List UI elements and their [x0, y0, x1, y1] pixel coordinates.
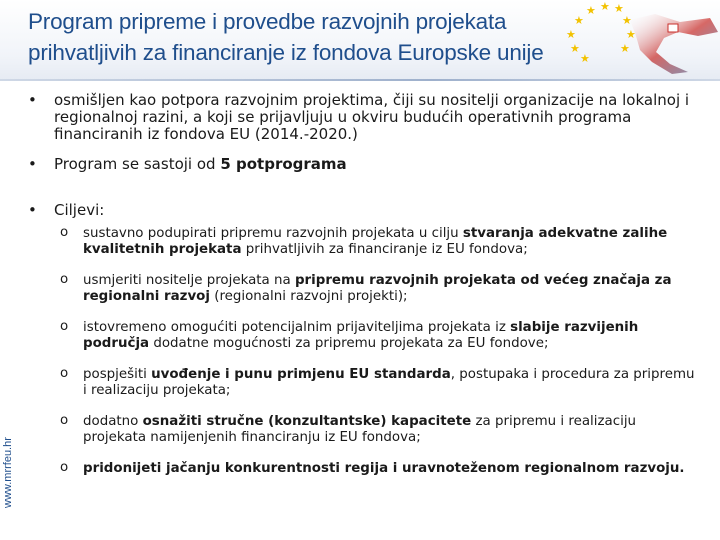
- goal-bold: pripremu razvojnih projekata od većeg značaja za regionalni razvoj: [83, 273, 672, 304]
- sub-marker: o: [60, 413, 69, 428]
- goal-item: [60, 320, 696, 367]
- goal-item: [60, 226, 696, 273]
- goal-text: prihvatljivih za financiranje iz EU fondova;: [241, 241, 528, 257]
- bullet-subprograms: [28, 156, 694, 173]
- svg-text:★: ★: [614, 2, 624, 15]
- goal-text: pospješiti: [83, 367, 152, 382]
- goal-bold: pridonijeti jačanju konkurentnosti regija i uravnoteženom regionalnom razvoju.: [83, 461, 685, 476]
- bullet-goals-text: Ciljevi:: [54, 201, 105, 219]
- goal-item: [60, 414, 696, 461]
- goal-text: za pripremu i realizaciju projekata namijenjenih financiranju iz EU fondova;: [83, 414, 637, 445]
- goal-text: usmjeriti nositelje projekata na: [83, 273, 295, 288]
- bullet-marker: •: [28, 91, 37, 109]
- goal-bold: slabije razvijenih područja: [83, 320, 639, 351]
- svg-text:★: ★: [600, 2, 610, 13]
- title-line-2: prihvatljivih za financiranje iz fondova Europske unije: [28, 40, 544, 65]
- sub-marker: o: [60, 460, 69, 475]
- goal-text: sustavno podupirati pripremu razvojnih projekata u cilju: [83, 226, 463, 241]
- sub-marker: o: [60, 225, 69, 240]
- bullet-subprograms-bold: 5 potprograma: [220, 155, 347, 173]
- goal-item: [60, 273, 696, 320]
- sub-marker: o: [60, 319, 69, 334]
- bullet-marker: •: [28, 201, 37, 219]
- svg-text:★: ★: [566, 28, 576, 41]
- goal-text: dodatno: [83, 414, 143, 429]
- goal-item: [60, 461, 696, 481]
- bullet-marker: •: [28, 155, 37, 173]
- svg-text:★: ★: [586, 4, 596, 17]
- page-title: [28, 6, 638, 68]
- goal-text: dodatne mogućnosti za pripremu projekata za EU fondove;: [149, 335, 549, 351]
- sub-marker: o: [60, 272, 69, 287]
- goal-text: (regionalni razvojni projekti);: [209, 288, 408, 304]
- goal-item: [60, 367, 696, 414]
- bullet-subprograms-text: Program se sastoji od: [54, 155, 221, 173]
- goal-text: , postupaka i procedura za pripremu i realizaciju projekata;: [83, 367, 695, 398]
- svg-text:★: ★: [574, 14, 584, 27]
- svg-text:★: ★: [570, 42, 580, 55]
- goals-list: [60, 226, 696, 481]
- bullet-purpose: [28, 92, 694, 143]
- goal-text: istovremeno omogućiti potencijalnim prijaviteljima projekata iz: [83, 320, 511, 335]
- svg-text:★: ★: [620, 42, 630, 55]
- sub-marker: o: [60, 366, 69, 381]
- svg-text:★: ★: [626, 28, 636, 41]
- bullet-goals: [28, 202, 694, 219]
- bullet-purpose-text: osmišljen kao potpora razvojnim projektima, čiji su nositelji organizacije na lokalnoj i regionalnoj razini, a koji se prijavljuju u okviru budućih operativnih programa financiranih iz fondova EU (2014.-2020.): [54, 91, 690, 143]
- goal-bold: stvaranja adekvatne zalihe kvalitetnih projekata: [83, 226, 668, 257]
- croatia-eu-stars-map-icon: [560, 2, 720, 76]
- goal-bold: uvođenje i punu primjenu EU standarda: [151, 367, 451, 382]
- svg-text:★: ★: [622, 14, 632, 27]
- header-divider: [0, 79, 720, 81]
- svg-text:★: ★: [580, 52, 590, 65]
- title-line-1: Program pripreme i provedbe razvojnih projekata: [28, 9, 507, 34]
- goal-bold: osnažiti stručne (konzultantske) kapacitete: [142, 414, 472, 429]
- website-url: www.mrrfeu.hr: [2, 437, 14, 508]
